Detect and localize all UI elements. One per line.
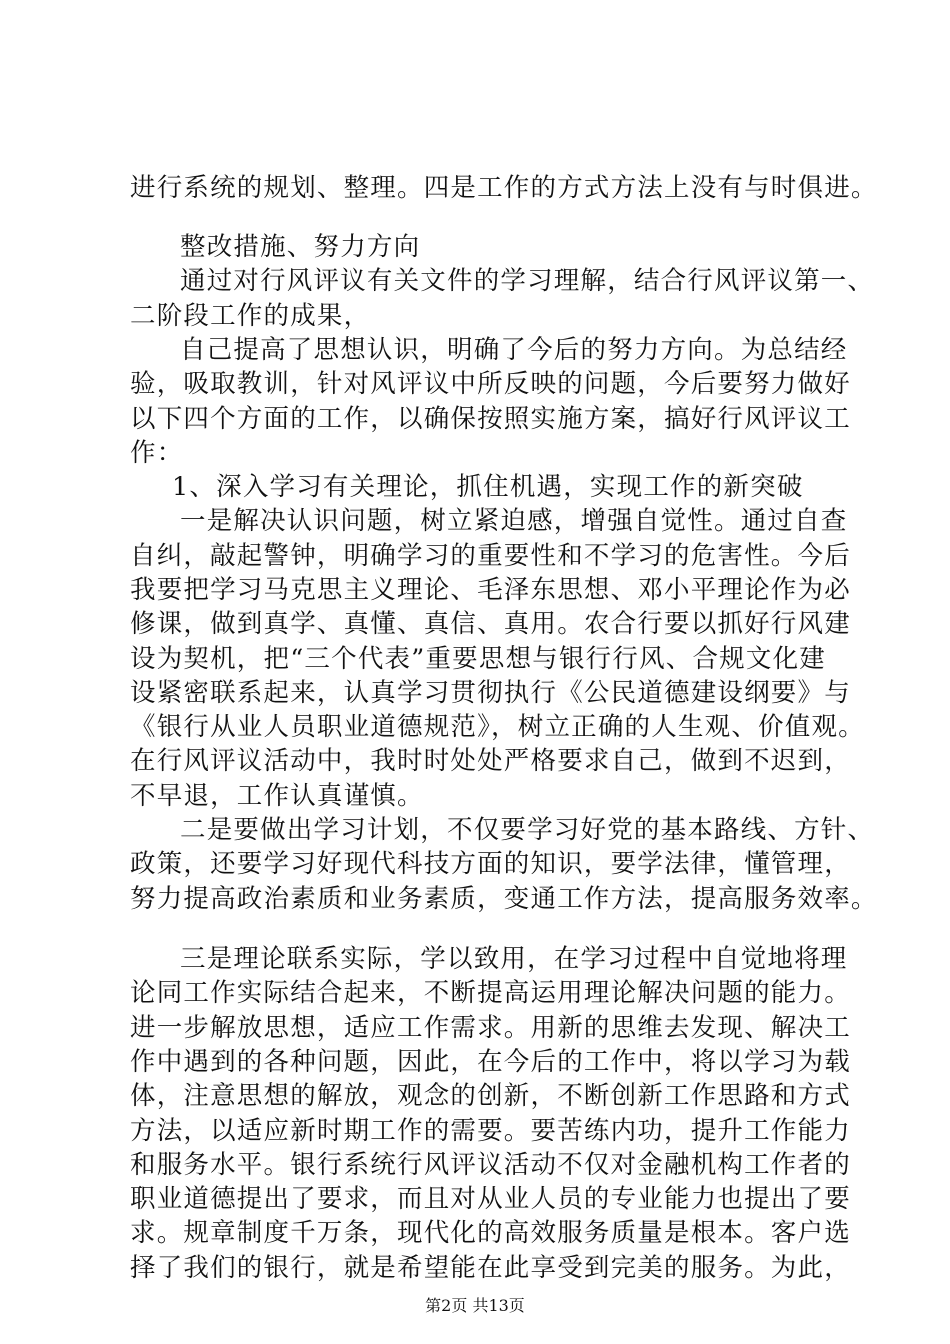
- section-heading: 整改措施、努力方向: [180, 232, 421, 262]
- text-line: 进行系统的规划、整理。四是工作的方式方法上没有与时俱进。: [130, 173, 878, 203]
- text-line: 论同工作实际结合起来，不断提高运用理论解决问题的能力。: [130, 978, 851, 1008]
- text-line: 政策，还要学习好现代科技方面的知识，要学法律，懂管理，: [130, 849, 851, 879]
- text-line: 进一步解放思想，适应工作需求。用新的思维去发现、解决工: [130, 1013, 851, 1043]
- page-indicator: 第2页 共13页: [425, 1296, 525, 1315]
- text-line: 自己提高了思想认识，明确了今后的努力方向。为总结经: [180, 335, 848, 365]
- text-line: 通过对行风评议有关文件的学习理解，结合行风评议第一、: [180, 266, 875, 296]
- text-line: 和服务水平。银行系统行风评议活动不仅对金融机构工作者的: [130, 1150, 851, 1180]
- text-line: 方法，以适应新时期工作的需要。要苦练内功，提升工作能力: [130, 1116, 851, 1146]
- text-line: 择了我们的银行，就是希望能在此享受到完美的服务。为此，: [130, 1253, 851, 1283]
- text-line: 一是解决认识问题，树立紧迫感，增强自觉性。通过自查: [180, 506, 848, 536]
- text-line: 求。规章制度千万条，现代化的高效服务质量是根本。客户选: [130, 1218, 851, 1248]
- text-line: 作中遇到的各种问题，因此，在今后的工作中，将以学习为载: [130, 1047, 851, 1077]
- text-line: 二阶段工作的成果，: [130, 301, 371, 331]
- text-line: 《银行从业人员职业道德规范》，树立正确的人生观、价值观。: [130, 712, 865, 742]
- text-line: 二是要做出学习计划，不仅要学习好党的基本路线、方针、: [180, 815, 875, 845]
- text-line: 职业道德提出了要求，而且对从业人员的专业能力也提出了要: [130, 1184, 851, 1214]
- text-line: 不早退，工作认真谨慎。: [130, 781, 424, 811]
- text-line: 我要把学习马克思主义理论、毛泽东思想、邓小平理论作为必: [130, 575, 851, 605]
- text-line: 努力提高政治素质和业务素质，变通工作方法，提高服务效率。: [130, 884, 878, 914]
- numbered-heading: 1、深入学习有关理论，抓住机遇，实现工作的新突破: [172, 472, 804, 502]
- text-line: 自纠，敲起警钟，明确学习的重要性和不学习的危害性。今后: [130, 541, 851, 571]
- text-line: 设紧密联系起来，认真学习贯彻执行《公民道德建设纲要》与: [130, 678, 851, 708]
- text-line: 作：: [130, 438, 184, 468]
- text-line: 在行风评议活动中，我时时处处严格要求自己，做到不迟到，: [130, 746, 851, 776]
- text-line: 体，注意思想的解放，观念的创新，不断创新工作思路和方式: [130, 1081, 851, 1111]
- text-line: 三是理论联系实际，学以致用，在学习过程中自觉地将理: [180, 944, 848, 974]
- text-line: 修课，做到真学、真懂、真信、真用。农合行要以抓好行风建: [130, 609, 851, 639]
- text-line: 验，吸取教训，针对风评议中所反映的问题，今后要努力做好: [130, 369, 851, 399]
- text-line: 以下四个方面的工作，以确保按照实施方案，搞好行风评议工: [130, 404, 851, 434]
- text-line: 设为契机，把“三个代表”重要思想与银行行风、合规文化建: [130, 644, 826, 674]
